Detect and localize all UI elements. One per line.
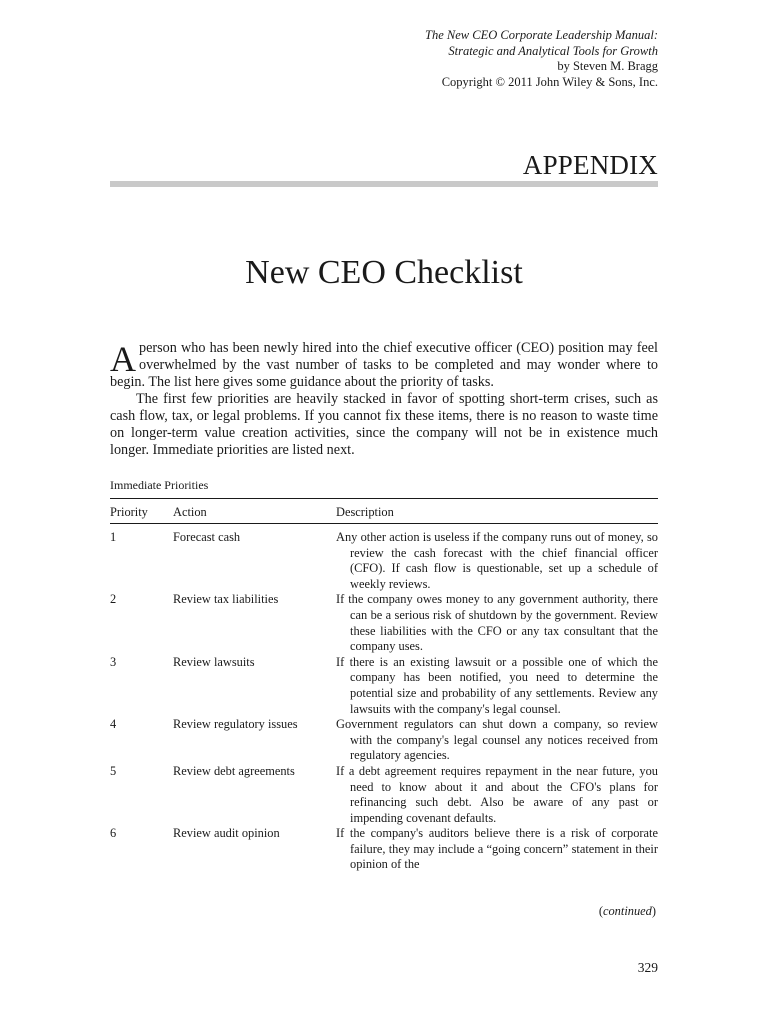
action-cell: Review audit opinion xyxy=(173,826,280,841)
priority-cell: 4 xyxy=(110,717,117,732)
action-cell: Review lawsuits xyxy=(173,654,255,669)
description-cell: If there is an existing lawsuit or a possible one of which the company has been notified, you need to determine the potential size and probability of any settlements. Review any lawsuits with the company's legal counsel. xyxy=(336,654,658,716)
description-cell: If the company owes money to any government authority, there can be a serious risk of shutdown by the government. Review these liabilities with the CFO or any tax consultant that the company uses. xyxy=(336,592,658,654)
priority-cell: 3 xyxy=(110,654,117,669)
action-cell: Review tax liabilities xyxy=(173,592,279,607)
column-header-description: Description xyxy=(336,505,394,519)
priority-cell: 2 xyxy=(110,592,117,607)
book-title-line-2: Strategic and Analytical Tools for Growth xyxy=(448,43,658,58)
table-top-rule xyxy=(110,498,658,499)
description-cell: If a debt agreement requires repayment in the near future, you need to know about it and about the CFO's plans for refinancing such debt. Also be aware of any past or impending covenant defaults. xyxy=(336,763,658,825)
author: by Steven M. Bragg xyxy=(557,59,658,73)
running-header xyxy=(425,28,658,90)
action-cell: Review debt agreements xyxy=(173,763,295,778)
action-cell: Review regulatory issues xyxy=(173,717,298,732)
table-row xyxy=(110,655,658,717)
column-header-priority: Priority xyxy=(110,505,148,519)
description-cell: If the company's auditors believe there is a risk of corporate failure, they may include a “going concern” statement in their opinion of the xyxy=(336,826,658,872)
priority-cell: 6 xyxy=(110,826,117,841)
drop-cap: A xyxy=(110,339,136,379)
continued-note: (continued) xyxy=(598,904,656,918)
intro-paragraph-2: The first few priorities are heavily stacked in favor of spotting short-term crises, such as cash flow, tax, or legal problems. If you cannot fix these items, there is no reason to waste time on longer-term value creation activities, since the company will not be in existence much longer. Immediate priorities are listed next. xyxy=(110,391,658,458)
section-label: APPENDIX xyxy=(522,150,658,180)
table-row xyxy=(110,530,658,592)
description-cell: Any other action is useless if the company runs out of money, so review the cash forecast with the chief financial officer (CFO). If cash flow is questionable, set up a schedule of weekly reviews. xyxy=(336,530,658,591)
continued-text: continued xyxy=(602,904,652,918)
copyright: Copyright © 2011 John Wiley & Sons, Inc. xyxy=(441,74,658,89)
table-body xyxy=(110,530,658,873)
column-header-action: Action xyxy=(173,505,207,519)
table-header-rule xyxy=(110,523,658,524)
intro-text xyxy=(110,340,658,459)
table-row xyxy=(110,717,658,764)
intro-paragraph-1 xyxy=(110,340,658,391)
intro-paragraph-1-text: person who has been newly hired into the chief executive officer (CEO) position may feel overwhelmed by the vast number of tasks to be completed and may wonder where to begin. The list here gives some guidance about the priority of tasks. xyxy=(110,340,658,390)
table-row xyxy=(110,764,658,826)
book-title-line-1: The New CEO Corporate Leadership Manual: xyxy=(425,28,658,42)
page-number: 329 xyxy=(637,960,658,975)
priority-cell: 5 xyxy=(110,763,117,778)
table-row xyxy=(110,826,658,873)
table-caption: Immediate Priorities xyxy=(110,478,209,492)
priority-cell: 1 xyxy=(110,530,117,544)
section-rule xyxy=(110,181,658,187)
action-cell: Forecast cash xyxy=(173,530,241,544)
description-cell: Government regulators can shut down a company, so review with the company's legal counsel any notices received from regulatory agencies. xyxy=(336,717,658,763)
chapter-title: New CEO Checklist xyxy=(245,254,523,291)
table-row xyxy=(110,592,658,654)
